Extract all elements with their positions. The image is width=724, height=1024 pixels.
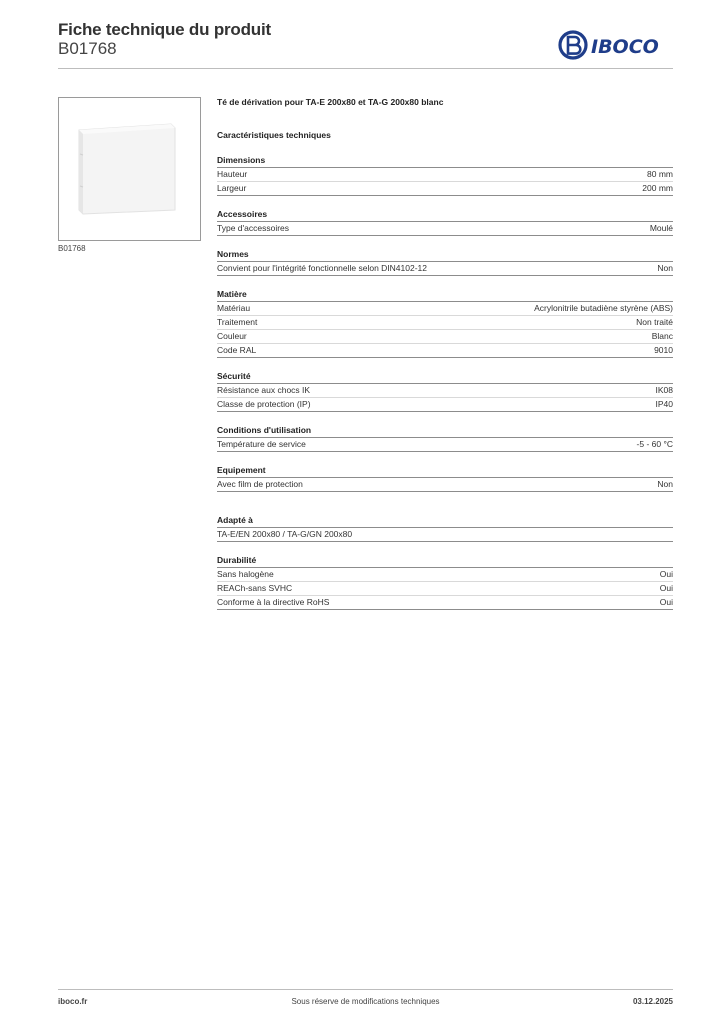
spec-value: Acrylonitrile butadiène styrène (ABS) bbox=[534, 303, 673, 313]
spec-section bbox=[217, 464, 673, 492]
spec-value: Oui bbox=[659, 597, 673, 607]
spec-value: IK08 bbox=[655, 385, 673, 395]
spec-label: Largeur bbox=[217, 183, 247, 193]
spec-value: Non traité bbox=[636, 317, 673, 327]
spec-content bbox=[217, 96, 673, 610]
spec-label: TA-E/EN 200x80 / TA-G/GN 200x80 bbox=[217, 529, 353, 539]
spec-label: Avec film de protection bbox=[217, 479, 303, 489]
logo-text: IBOCO bbox=[591, 36, 659, 58]
header-divider bbox=[58, 68, 673, 69]
spec-row bbox=[217, 222, 673, 236]
section-title: Conditions d'utilisation bbox=[217, 424, 673, 438]
spec-row bbox=[217, 528, 673, 542]
spec-row bbox=[217, 582, 673, 596]
spec-row bbox=[217, 384, 673, 398]
product-code: B01768 bbox=[58, 39, 117, 58]
spec-label: Type d'accessoires bbox=[217, 223, 290, 233]
spec-label: Classe de protection (IP) bbox=[217, 399, 311, 409]
spec-label: Convient pour l'intégrité fonctionnelle selon DIN4102-12 bbox=[217, 263, 428, 273]
spec-value: Oui bbox=[659, 583, 673, 593]
section-title: Durabilité bbox=[217, 554, 673, 568]
spec-value: 80 mm bbox=[647, 169, 673, 179]
spec-row bbox=[217, 398, 673, 412]
spec-row bbox=[217, 438, 673, 452]
footer-note: Sous réserve de modifications techniques bbox=[291, 997, 440, 1006]
spec-section bbox=[217, 554, 673, 610]
section-title: Matière bbox=[217, 288, 673, 302]
footer-site: iboco.fr bbox=[58, 997, 88, 1006]
spec-label: Traitement bbox=[217, 317, 258, 327]
spec-label: Couleur bbox=[217, 331, 247, 341]
spec-label: Hauteur bbox=[217, 169, 248, 179]
spec-value: Oui bbox=[659, 569, 673, 579]
spec-row bbox=[217, 316, 673, 330]
product-name: Té de dérivation pour TA-E 200x80 et TA-G 200x80 blanc bbox=[217, 97, 444, 107]
spec-row bbox=[217, 344, 673, 358]
page-footer bbox=[58, 997, 673, 1009]
spec-value: IP40 bbox=[655, 399, 673, 409]
section-title: Sécurité bbox=[217, 370, 673, 384]
spec-label: Résistance aux chocs IK bbox=[217, 385, 311, 395]
spec-section bbox=[217, 370, 673, 412]
spec-row bbox=[217, 182, 673, 196]
spec-row bbox=[217, 568, 673, 582]
footer-divider bbox=[58, 989, 673, 990]
spec-value: 9010 bbox=[654, 345, 673, 355]
spec-value: -5 - 60 °C bbox=[636, 439, 673, 449]
spec-section bbox=[217, 424, 673, 452]
spec-section bbox=[217, 288, 673, 358]
spec-row bbox=[217, 302, 673, 316]
spec-section bbox=[217, 208, 673, 236]
spec-row bbox=[217, 478, 673, 492]
spec-label: Conforme à la directive RoHS bbox=[217, 597, 330, 607]
section-title: Normes bbox=[217, 248, 673, 262]
section-title: Dimensions bbox=[217, 154, 673, 168]
spec-label: Code RAL bbox=[217, 345, 257, 355]
iboco-logo bbox=[557, 28, 673, 62]
spec-label: REACh-sans SVHC bbox=[217, 583, 293, 593]
spec-section bbox=[217, 248, 673, 276]
spec-label: Matériau bbox=[217, 303, 251, 313]
spec-heading: Caractéristiques techniques bbox=[217, 130, 331, 140]
spec-section bbox=[217, 154, 673, 196]
section-title: Equipement bbox=[217, 464, 673, 478]
product-photo bbox=[59, 98, 200, 240]
spec-value: Non bbox=[657, 263, 673, 273]
spec-value: Blanc bbox=[651, 331, 673, 341]
image-caption: B01768 bbox=[58, 244, 86, 253]
page-header bbox=[58, 20, 673, 68]
spec-value: Moulé bbox=[649, 223, 673, 233]
spec-label: Sans halogène bbox=[217, 569, 274, 579]
spec-label: Température de service bbox=[217, 439, 306, 449]
spec-row bbox=[217, 596, 673, 610]
spec-row bbox=[217, 330, 673, 344]
section-title: Accessoires bbox=[217, 208, 673, 222]
product-image bbox=[58, 97, 201, 241]
spec-sections bbox=[217, 154, 673, 610]
footer-date: 03.12.2025 bbox=[632, 997, 673, 1006]
section-title: Adapté à bbox=[217, 514, 673, 528]
spec-value: Non bbox=[657, 479, 673, 489]
spec-row bbox=[217, 262, 673, 276]
spec-section bbox=[217, 514, 673, 542]
spec-row bbox=[217, 168, 673, 182]
spec-value: 200 mm bbox=[642, 183, 673, 193]
document-title: Fiche technique du produit bbox=[58, 20, 271, 39]
